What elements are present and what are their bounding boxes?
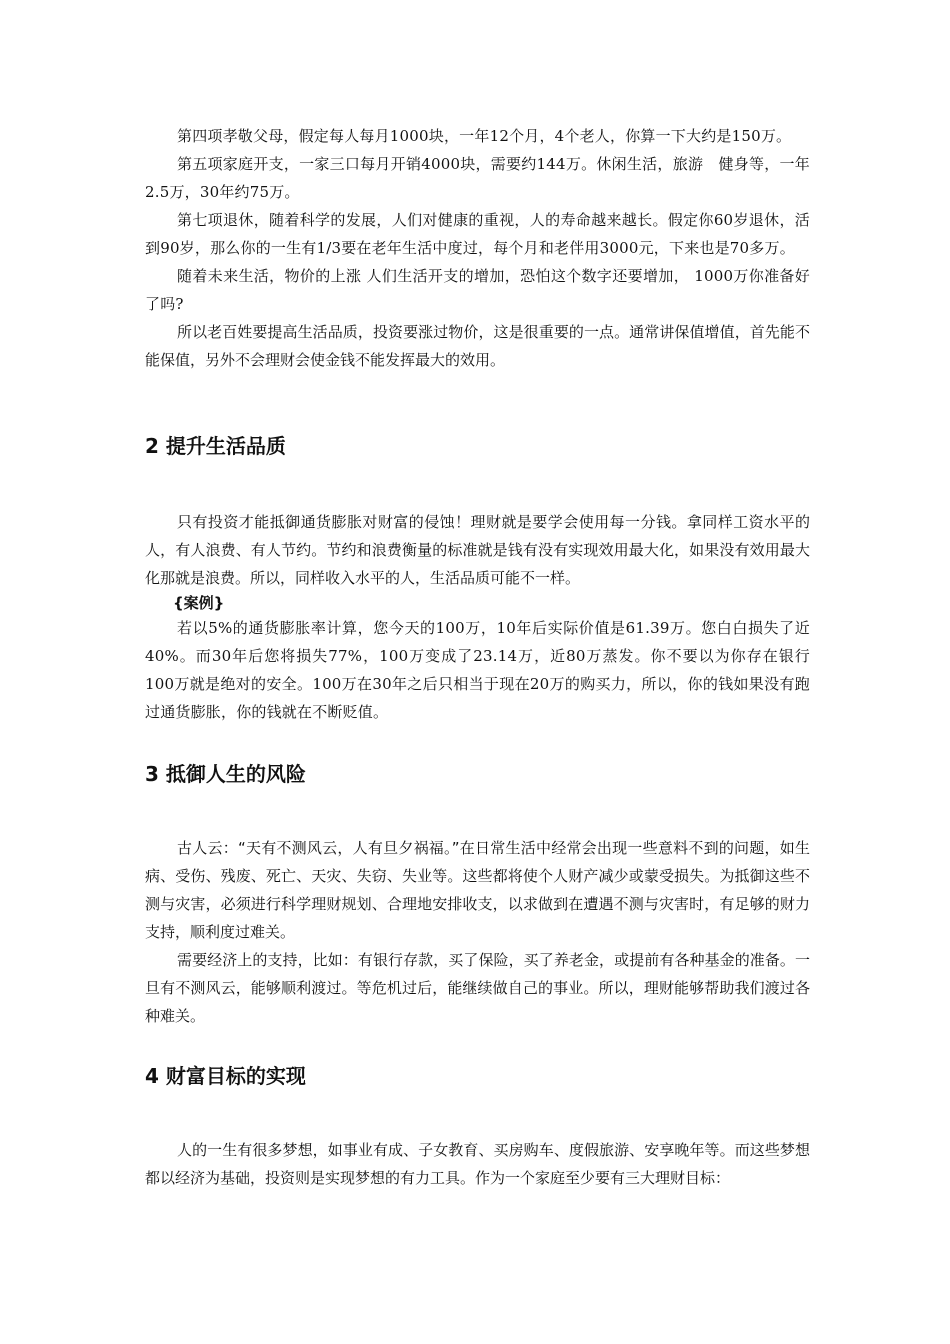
paragraph-quality-of-life: 所以老百姓要提高生活品质，投资要涨过物价，这是很重要的一点。通常讲保值增值，首先能不能保值，另外不会理财会使金钱不能发挥最大的效用。 (145, 323, 810, 369)
paragraph-risk: 古人云：“天有不测风云，人有旦夕祸福。”在日常生活中经常会出现一些意料不到的问题，如生病、受伤、残废、死亡、天灾、失窃、失业等。这些都将使个人财产减少或蒙受损失。为抵御这些不测与灾害，必须进行科学理财规划、合理地安排收支，以求做到在遭遇不测与灾害时，有足够的财力支持，顺利度过难关。 (145, 839, 810, 941)
section-heading-3: 3 抵御人生的风险 (145, 762, 306, 786)
paragraph-support: 需要经济上的支持，比如：有银行存款，买了保险，买了养老金，或提前有各种基金的准备。一旦有不测风云，能够顺利渡过。等危机过后，能继续做自己的事业。所以，理财能够帮助我们渡过各种难关。 (145, 951, 810, 1025)
section-heading-2: 2 提升生活品质 (145, 434, 286, 458)
paragraph-inflation-intro: 只有投资才能抵御通货膨胀对财富的侵蚀！理财就是要学会使用每一分钱。拿同样工资水平的人，有人浪费、有人节约。节约和浪费衡量的标准就是钱有没有实现效用最大化，如果没有效用最大化那就是浪费。所以，同样收入水平的人，生活品质可能不一样。 (145, 513, 810, 587)
section-heading-4: 4 财富目标的实现 (145, 1064, 306, 1088)
block-section-4 (145, 1136, 810, 1192)
paragraph-inflation-case: 若以5%的通货膨胀率计算，您今天的100万，10年后实际价值是61.39万。您白白损失了近40%。而30年后您将损失77%，100万变成了23.14万，近80万蒸发。你不要以为你存在银行100万就是绝对的安全。100万在30年之后只相当于现在20万的购买力，所以，你的钱如果没有跑过通货膨胀，你的钱就在不断贬值。 (145, 619, 810, 721)
block-expenses (145, 122, 810, 374)
block-section-3 (145, 834, 810, 1030)
paragraph-parents: 第四项孝敬父母，假定每人每月1000块，一年12个月，4个老人，你算一下大约是150万。 (177, 127, 792, 145)
paragraph-household: 第五项家庭开支，一家三口每月开销4000块，需要约144万。休闲生活，旅游 健身等，一年2.5万，30年约75万。 (145, 155, 810, 201)
paragraph-wealth-goals: 人的一生有很多梦想，如事业有成、子女教育、买房购车、度假旅游、安享晚年等。而这些梦想都以经济为基础，投资则是实现梦想的有力工具。作为一个家庭至少要有三大理财目标： (145, 1141, 810, 1187)
block-section-2 (145, 508, 810, 726)
case-label: {案例} (173, 594, 225, 612)
paragraph-future-costs: 随着未来生活，物价的上涨 人们生活开支的增加，恐怕这个数字还要增加， 1000万你准备好了吗? (145, 267, 810, 313)
paragraph-retirement: 第七项退休，随着科学的发展，人们对健康的重视，人的寿命越来越长。假定你60岁退休，活到90岁，那么你的一生有1/3要在老年生活中度过，每个月和老伴用3000元，下来也是70多万。 (145, 211, 810, 257)
